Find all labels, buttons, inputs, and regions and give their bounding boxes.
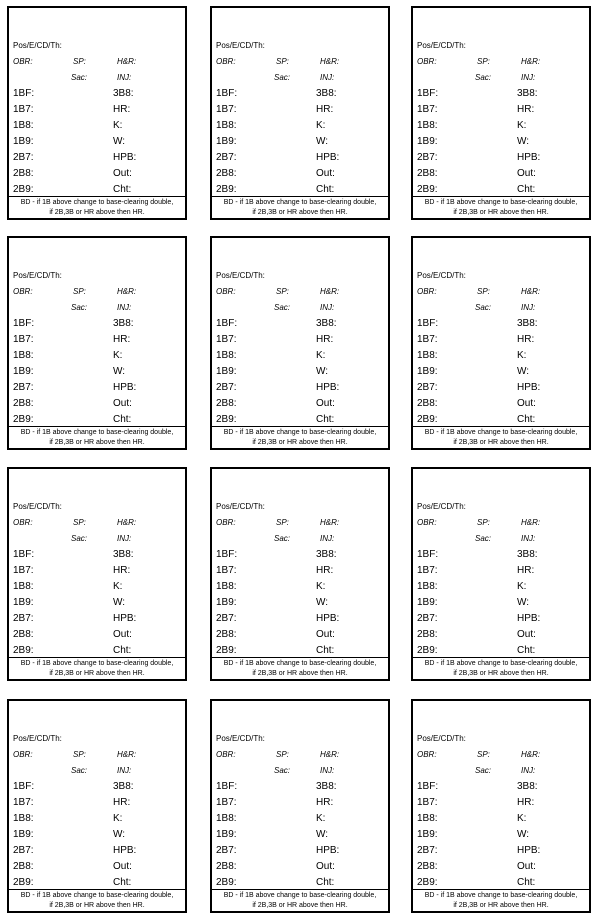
result-row-right: 3B8: (316, 318, 337, 329)
card-header: Pos/E/CD/Th: (216, 41, 265, 50)
inj-label: INJ: (117, 303, 132, 312)
player-card (210, 236, 390, 450)
result-row-left: 2B9: (216, 877, 237, 888)
note-line: if 2B,3B or HR above then HR. (453, 902, 549, 909)
result-row-left: 1B7: (13, 797, 34, 808)
result-row-right: K: (113, 581, 123, 592)
result-row-left: 2B8: (13, 861, 34, 872)
result-row-right: K: (113, 813, 123, 824)
result-row-left: 2B8: (417, 398, 438, 409)
result-row-right: HPB: (517, 845, 541, 856)
result-row-right: Out: (113, 398, 132, 409)
note-line: if 2B,3B or HR above then HR. (49, 902, 145, 909)
result-row-right: W: (113, 597, 126, 608)
result-row-left: 2B7: (13, 152, 34, 163)
card-note (212, 196, 388, 218)
result-row-right: K: (517, 120, 527, 131)
result-row-left: 2B9: (13, 645, 34, 656)
result-row-right: Cht: (517, 414, 536, 425)
result-row-right: HR: (517, 334, 535, 345)
result-row-left: 2B9: (216, 414, 237, 425)
sp-label: SP: (477, 57, 490, 66)
note-line: if 2B,3B or HR above then HR. (252, 209, 348, 216)
hr-label: H&R: (117, 518, 137, 527)
result-row-left: 1B9: (13, 366, 34, 377)
player-card (7, 467, 187, 681)
result-row-right: K: (517, 350, 527, 361)
result-row-right: 3B8: (517, 88, 538, 99)
card-header: Pos/E/CD/Th: (13, 502, 62, 511)
inj-label: INJ: (521, 534, 536, 543)
result-row-left: 2B9: (216, 645, 237, 656)
card-note (413, 889, 589, 911)
result-row-left: 2B8: (216, 861, 237, 872)
inj-label: INJ: (320, 303, 335, 312)
card-header: Pos/E/CD/Th: (13, 271, 62, 280)
result-row-right: Out: (316, 398, 335, 409)
result-row-left: 2B9: (13, 184, 34, 195)
result-row-left: 1B7: (417, 334, 438, 345)
result-row-left: 1B9: (13, 829, 34, 840)
obr-label: OBR: (13, 287, 33, 296)
sac-label: Sac: (475, 534, 492, 543)
card-header: Pos/E/CD/Th: (13, 41, 62, 50)
result-row-left: 1B8: (417, 120, 438, 131)
card-header: Pos/E/CD/Th: (417, 41, 466, 50)
result-row-left: 1B8: (216, 120, 237, 131)
card-header: Pos/E/CD/Th: (13, 734, 62, 743)
result-row-left: 1B8: (13, 581, 34, 592)
result-row-left: 1B7: (417, 797, 438, 808)
result-row-right: K: (316, 350, 326, 361)
inj-label: INJ: (521, 73, 536, 82)
card-header: Pos/E/CD/Th: (216, 271, 265, 280)
result-row-right: K: (316, 813, 326, 824)
result-row-right: HPB: (113, 613, 137, 624)
result-row-left: 1B7: (216, 104, 237, 115)
result-row-left: 2B7: (417, 613, 438, 624)
result-row-right: HR: (517, 104, 535, 115)
result-row-right: HR: (113, 797, 131, 808)
result-row-left: 1B8: (13, 350, 34, 361)
card-note (413, 426, 589, 448)
sp-label: SP: (477, 287, 490, 296)
result-row-left: 2B8: (417, 861, 438, 872)
result-row-right: HPB: (517, 152, 541, 163)
result-row-right: K: (113, 120, 123, 131)
result-row-left: 1BF: (417, 781, 439, 792)
result-row-left: 1BF: (13, 781, 35, 792)
obr-label: OBR: (13, 57, 33, 66)
note-line: BD - if 1B above change to base-clearing double, (20, 429, 174, 436)
result-row-right: W: (316, 366, 329, 377)
hr-label: H&R: (117, 57, 137, 66)
result-row-left: 1B9: (216, 366, 237, 377)
result-row-left: 2B7: (216, 382, 237, 393)
result-row-right: Out: (316, 168, 335, 179)
result-row-left: 2B9: (417, 645, 438, 656)
result-row-right: K: (517, 813, 527, 824)
result-row-left: 2B7: (216, 613, 237, 624)
result-row-right: 3B8: (517, 781, 538, 792)
sac-label: Sac: (274, 534, 291, 543)
sp-label: SP: (276, 287, 289, 296)
result-row-left: 1B9: (13, 597, 34, 608)
note-line: if 2B,3B or HR above then HR. (453, 209, 549, 216)
note-line: BD - if 1B above change to base-clearing double, (223, 429, 377, 436)
result-row-right: 3B8: (316, 549, 337, 560)
obr-label: OBR: (216, 57, 236, 66)
obr-label: OBR: (216, 518, 236, 527)
result-row-right: Out: (113, 168, 132, 179)
note-line: BD - if 1B above change to base-clearing double, (424, 892, 578, 899)
sac-label: Sac: (71, 766, 88, 775)
result-row-right: HPB: (316, 152, 340, 163)
result-row-left: 2B8: (13, 168, 34, 179)
result-row-right: Cht: (113, 877, 132, 888)
result-row-right: Out: (316, 861, 335, 872)
inj-label: INJ: (521, 766, 536, 775)
result-row-left: 2B8: (216, 629, 237, 640)
note-line: BD - if 1B above change to base-clearing double, (424, 429, 578, 436)
result-row-left: 2B8: (417, 629, 438, 640)
result-row-right: 3B8: (113, 781, 134, 792)
result-row-right: W: (113, 829, 126, 840)
note-line: if 2B,3B or HR above then HR. (453, 670, 549, 677)
obr-label: OBR: (417, 518, 437, 527)
result-row-right: HR: (113, 104, 131, 115)
sac-label: Sac: (71, 534, 88, 543)
card-note (9, 426, 185, 448)
result-row-right: HPB: (113, 152, 137, 163)
result-row-right: Out: (517, 398, 536, 409)
hr-label: H&R: (521, 518, 541, 527)
result-row-left: 1BF: (417, 88, 439, 99)
result-row-left: 1BF: (13, 549, 35, 560)
card-note (413, 657, 589, 679)
inj-label: INJ: (521, 303, 536, 312)
result-row-right: Cht: (316, 645, 335, 656)
sac-label: Sac: (274, 73, 291, 82)
result-row-left: 1B7: (417, 565, 438, 576)
result-row-left: 1BF: (417, 549, 439, 560)
result-row-right: W: (316, 829, 329, 840)
result-row-left: 2B8: (417, 168, 438, 179)
result-row-left: 1B7: (13, 565, 34, 576)
result-row-right: 3B8: (517, 549, 538, 560)
result-row-left: 2B7: (216, 152, 237, 163)
result-row-right: HPB: (316, 845, 340, 856)
result-row-right: HR: (316, 797, 334, 808)
result-row-right: Cht: (113, 184, 132, 195)
result-row-right: HPB: (316, 613, 340, 624)
note-line: if 2B,3B or HR above then HR. (453, 439, 549, 446)
result-row-right: Out: (113, 629, 132, 640)
sp-label: SP: (276, 57, 289, 66)
card-header: Pos/E/CD/Th: (216, 502, 265, 511)
inj-label: INJ: (320, 766, 335, 775)
obr-label: OBR: (417, 57, 437, 66)
result-row-left: 1B9: (216, 829, 237, 840)
result-row-right: 3B8: (316, 88, 337, 99)
result-row-left: 1B8: (216, 581, 237, 592)
player-card (7, 236, 187, 450)
card-header: Pos/E/CD/Th: (417, 502, 466, 511)
result-row-right: HPB: (316, 382, 340, 393)
note-line: BD - if 1B above change to base-clearing double, (424, 199, 578, 206)
result-row-left: 1BF: (216, 318, 238, 329)
hr-label: H&R: (320, 518, 340, 527)
inj-label: INJ: (117, 73, 132, 82)
sac-label: Sac: (274, 303, 291, 312)
result-row-right: Out: (316, 629, 335, 640)
result-row-left: 1B7: (216, 565, 237, 576)
result-row-left: 2B8: (13, 398, 34, 409)
sp-label: SP: (276, 750, 289, 759)
card-note (212, 889, 388, 911)
result-row-right: K: (316, 581, 326, 592)
result-row-left: 2B9: (13, 414, 34, 425)
result-row-right: HR: (113, 334, 131, 345)
hr-label: H&R: (320, 287, 340, 296)
result-row-right: W: (316, 136, 329, 147)
result-row-right: W: (517, 597, 530, 608)
hr-label: H&R: (320, 57, 340, 66)
result-row-left: 1B9: (417, 597, 438, 608)
result-row-left: 1BF: (417, 318, 439, 329)
result-row-left: 1BF: (216, 549, 238, 560)
hr-label: H&R: (117, 287, 137, 296)
result-row-left: 2B9: (417, 414, 438, 425)
result-row-right: 3B8: (113, 318, 134, 329)
result-row-right: Cht: (517, 877, 536, 888)
sac-label: Sac: (71, 73, 88, 82)
result-row-left: 1B8: (13, 813, 34, 824)
result-row-left: 2B7: (13, 613, 34, 624)
note-line: BD - if 1B above change to base-clearing double, (20, 892, 174, 899)
result-row-left: 1B9: (417, 366, 438, 377)
result-row-right: Cht: (316, 877, 335, 888)
hr-label: H&R: (521, 287, 541, 296)
result-row-right: Cht: (316, 414, 335, 425)
sp-label: SP: (73, 287, 86, 296)
card-note (9, 657, 185, 679)
result-row-right: HPB: (517, 382, 541, 393)
hr-label: H&R: (521, 750, 541, 759)
result-row-left: 1B9: (417, 136, 438, 147)
result-row-left: 1B8: (216, 813, 237, 824)
result-row-left: 1B7: (13, 334, 34, 345)
result-row-right: Cht: (517, 184, 536, 195)
result-row-left: 2B7: (13, 382, 34, 393)
result-row-right: W: (517, 366, 530, 377)
result-row-left: 1B8: (13, 120, 34, 131)
result-row-right: Out: (517, 629, 536, 640)
sp-label: SP: (276, 518, 289, 527)
result-row-left: 2B8: (216, 168, 237, 179)
obr-label: OBR: (13, 750, 33, 759)
result-row-right: HPB: (113, 845, 137, 856)
result-row-right: HR: (316, 104, 334, 115)
note-line: BD - if 1B above change to base-clearing double, (20, 199, 174, 206)
sp-label: SP: (73, 750, 86, 759)
result-row-left: 1B8: (216, 350, 237, 361)
inj-label: INJ: (320, 73, 335, 82)
sac-label: Sac: (274, 766, 291, 775)
result-row-right: Cht: (517, 645, 536, 656)
result-row-right: Cht: (113, 414, 132, 425)
note-line: BD - if 1B above change to base-clearing double, (223, 660, 377, 667)
result-row-left: 1B8: (417, 350, 438, 361)
result-row-left: 2B9: (13, 877, 34, 888)
result-row-left: 1BF: (13, 318, 35, 329)
result-row-left: 2B8: (216, 398, 237, 409)
card-note (9, 196, 185, 218)
result-row-left: 1B7: (417, 104, 438, 115)
result-row-left: 2B7: (417, 152, 438, 163)
result-row-left: 1B8: (417, 813, 438, 824)
note-line: if 2B,3B or HR above then HR. (49, 670, 145, 677)
player-card (411, 6, 591, 220)
note-line: BD - if 1B above change to base-clearing double, (20, 660, 174, 667)
result-row-left: 2B7: (417, 845, 438, 856)
sac-label: Sac: (475, 303, 492, 312)
card-header: Pos/E/CD/Th: (417, 271, 466, 280)
result-row-left: 1BF: (216, 781, 238, 792)
result-row-right: Out: (517, 861, 536, 872)
result-row-right: HPB: (517, 613, 541, 624)
result-row-left: 2B9: (417, 877, 438, 888)
note-line: if 2B,3B or HR above then HR. (252, 902, 348, 909)
result-row-right: K: (113, 350, 123, 361)
result-row-left: 1B9: (216, 136, 237, 147)
sp-label: SP: (73, 518, 86, 527)
note-line: if 2B,3B or HR above then HR. (49, 439, 145, 446)
result-row-left: 1B9: (417, 829, 438, 840)
note-line: if 2B,3B or HR above then HR. (252, 439, 348, 446)
player-card (210, 6, 390, 220)
note-line: BD - if 1B above change to base-clearing double, (223, 892, 377, 899)
obr-label: OBR: (216, 750, 236, 759)
card-note (212, 426, 388, 448)
inj-label: INJ: (117, 766, 132, 775)
result-row-right: W: (316, 597, 329, 608)
obr-label: OBR: (417, 750, 437, 759)
result-row-left: 1BF: (216, 88, 238, 99)
result-row-right: 3B8: (113, 549, 134, 560)
note-line: if 2B,3B or HR above then HR. (49, 209, 145, 216)
result-row-left: 2B8: (13, 629, 34, 640)
sac-label: Sac: (475, 73, 492, 82)
result-row-left: 1B7: (13, 104, 34, 115)
result-row-left: 1B7: (216, 797, 237, 808)
result-row-left: 2B7: (216, 845, 237, 856)
result-row-right: HR: (113, 565, 131, 576)
player-card (411, 699, 591, 913)
sp-label: SP: (477, 750, 490, 759)
result-row-right: Out: (113, 861, 132, 872)
result-row-right: 3B8: (316, 781, 337, 792)
note-line: BD - if 1B above change to base-clearing double, (223, 199, 377, 206)
card-note (9, 889, 185, 911)
result-row-right: Cht: (113, 645, 132, 656)
player-card (7, 699, 187, 913)
card-header: Pos/E/CD/Th: (216, 734, 265, 743)
result-row-left: 1B9: (13, 136, 34, 147)
card-header: Pos/E/CD/Th: (417, 734, 466, 743)
result-row-right: W: (113, 366, 126, 377)
result-row-right: Cht: (316, 184, 335, 195)
card-note (413, 196, 589, 218)
result-row-right: HR: (517, 797, 535, 808)
inj-label: INJ: (320, 534, 335, 543)
result-row-right: HR: (316, 565, 334, 576)
hr-label: H&R: (117, 750, 137, 759)
player-card (411, 467, 591, 681)
result-row-right: K: (517, 581, 527, 592)
result-row-right: K: (316, 120, 326, 131)
note-line: if 2B,3B or HR above then HR. (252, 670, 348, 677)
result-row-left: 2B7: (13, 845, 34, 856)
sac-label: Sac: (475, 766, 492, 775)
result-row-right: HR: (316, 334, 334, 345)
hr-label: H&R: (320, 750, 340, 759)
result-row-left: 1B7: (216, 334, 237, 345)
result-row-right: 3B8: (113, 88, 134, 99)
result-row-left: 2B9: (216, 184, 237, 195)
result-row-right: HPB: (113, 382, 137, 393)
result-row-right: HR: (517, 565, 535, 576)
obr-label: OBR: (13, 518, 33, 527)
hr-label: H&R: (521, 57, 541, 66)
player-card (210, 467, 390, 681)
sac-label: Sac: (71, 303, 88, 312)
result-row-right: W: (517, 829, 530, 840)
sp-label: SP: (477, 518, 490, 527)
inj-label: INJ: (117, 534, 132, 543)
result-row-right: 3B8: (517, 318, 538, 329)
obr-label: OBR: (216, 287, 236, 296)
player-card (411, 236, 591, 450)
card-note (212, 657, 388, 679)
result-row-right: W: (517, 136, 530, 147)
note-line: BD - if 1B above change to base-clearing double, (424, 660, 578, 667)
result-row-right: W: (113, 136, 126, 147)
player-card (7, 6, 187, 220)
player-card (210, 699, 390, 913)
result-row-right: Out: (517, 168, 536, 179)
obr-label: OBR: (417, 287, 437, 296)
result-row-left: 2B9: (417, 184, 438, 195)
result-row-left: 1B8: (417, 581, 438, 592)
result-row-left: 2B7: (417, 382, 438, 393)
result-row-left: 1BF: (13, 88, 35, 99)
result-row-left: 1B9: (216, 597, 237, 608)
sp-label: SP: (73, 57, 86, 66)
